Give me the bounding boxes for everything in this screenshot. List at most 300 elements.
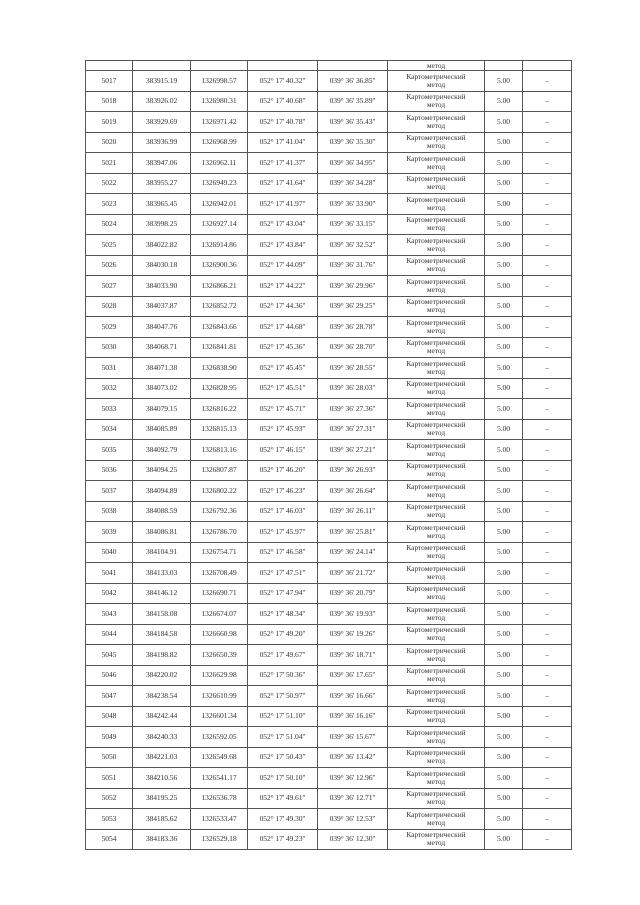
cell-point-number: 5040 bbox=[86, 542, 133, 563]
cell-accuracy: 5.00 bbox=[485, 440, 523, 461]
cell-x-coordinate: 384073.02 bbox=[133, 378, 191, 399]
table-row bbox=[86, 747, 572, 768]
cell-y-coordinate: 1326650.39 bbox=[191, 645, 248, 666]
cell-latitude: 052° 17' 41.37" bbox=[248, 153, 318, 174]
cell-method bbox=[388, 399, 485, 420]
cell-accuracy: 5.00 bbox=[485, 604, 523, 625]
cell-method bbox=[388, 501, 485, 522]
cell-x-coordinate: 384068.71 bbox=[133, 337, 191, 358]
cell-longitude: 039° 36' 17.65" bbox=[318, 665, 388, 686]
cell-x-coordinate: 384037.87 bbox=[133, 296, 191, 317]
cell-x-coordinate: 384221.03 bbox=[133, 747, 191, 768]
method-line-2: метод bbox=[426, 551, 446, 561]
table-row bbox=[86, 194, 572, 215]
cell-y-coordinate: 1326942.01 bbox=[191, 194, 248, 215]
cell-longitude: 039° 36' 35.43" bbox=[318, 112, 388, 133]
cell-note: – bbox=[523, 645, 572, 666]
cell-point-number: 5017 bbox=[86, 71, 133, 92]
cell-point-number: 5029 bbox=[86, 317, 133, 338]
cell-latitude: 052° 17' 45.45" bbox=[248, 358, 318, 379]
cell-y-coordinate: 1326980.31 bbox=[191, 91, 248, 112]
cell-empty bbox=[248, 61, 318, 71]
table-row bbox=[86, 522, 572, 543]
method-line-2: метод bbox=[426, 592, 446, 602]
cell-longitude: 039° 36' 35.30" bbox=[318, 132, 388, 153]
cell-longitude: 039° 36' 18.71" bbox=[318, 645, 388, 666]
table-row bbox=[86, 132, 572, 153]
cell-y-coordinate: 1326592.05 bbox=[191, 727, 248, 748]
cell-method bbox=[388, 583, 485, 604]
cell-point-number: 5053 bbox=[86, 809, 133, 830]
method-line-2: метод bbox=[426, 366, 446, 376]
method-line-2: метод bbox=[426, 202, 446, 212]
cell-note: – bbox=[523, 706, 572, 727]
cell-note: – bbox=[523, 563, 572, 584]
cell-point-number: 5035 bbox=[86, 440, 133, 461]
method-line-1: Картометрический bbox=[406, 317, 466, 327]
cell-x-coordinate: 384047.76 bbox=[133, 317, 191, 338]
method-line-1: Картометрический bbox=[406, 748, 466, 758]
cell-latitude: 052° 17' 50.97" bbox=[248, 686, 318, 707]
cell-x-coordinate: 384240.33 bbox=[133, 727, 191, 748]
cell-accuracy: 5.00 bbox=[485, 419, 523, 440]
cell-empty bbox=[191, 61, 248, 71]
cell-longitude: 039° 36' 13.42" bbox=[318, 747, 388, 768]
cell-latitude: 052° 17' 41.64" bbox=[248, 173, 318, 194]
table-row bbox=[86, 604, 572, 625]
method-line-2: метод bbox=[426, 776, 446, 786]
method-line-2: метод bbox=[426, 612, 446, 622]
cell-note: – bbox=[523, 788, 572, 809]
cell-note: – bbox=[523, 337, 572, 358]
method-line-1: Картометрический bbox=[406, 625, 466, 635]
cell-x-coordinate: 384092.79 bbox=[133, 440, 191, 461]
cell-method bbox=[388, 337, 485, 358]
method-line-1: Картометрический bbox=[406, 789, 466, 799]
cell-x-coordinate: 384085.89 bbox=[133, 419, 191, 440]
table-row bbox=[86, 399, 572, 420]
method-line-2: метод bbox=[426, 120, 446, 130]
cell-note: – bbox=[523, 378, 572, 399]
cell-longitude: 039° 36' 36.85" bbox=[318, 71, 388, 92]
cell-latitude: 052° 17' 50.43" bbox=[248, 747, 318, 768]
cell-y-coordinate: 1326541.17 bbox=[191, 768, 248, 789]
cell-method bbox=[388, 768, 485, 789]
cell-method bbox=[388, 235, 485, 256]
cell-method bbox=[388, 686, 485, 707]
cell-note: – bbox=[523, 214, 572, 235]
cell-accuracy: 5.00 bbox=[485, 747, 523, 768]
cell-longitude: 039° 36' 15.67" bbox=[318, 727, 388, 748]
cell-y-coordinate: 1326866.21 bbox=[191, 276, 248, 297]
cell-x-coordinate: 384022.82 bbox=[133, 235, 191, 256]
cell-y-coordinate: 1326927.14 bbox=[191, 214, 248, 235]
cell-x-coordinate: 384242.44 bbox=[133, 706, 191, 727]
cell-point-number: 5033 bbox=[86, 399, 133, 420]
method-line-1: Картометрический bbox=[406, 153, 466, 163]
cell-point-number: 5044 bbox=[86, 624, 133, 645]
cell-accuracy: 5.00 bbox=[485, 317, 523, 338]
cell-note: – bbox=[523, 768, 572, 789]
cell-point-number: 5025 bbox=[86, 235, 133, 256]
cell-method-tail: метод bbox=[388, 61, 485, 71]
method-line-1: Картометрический bbox=[406, 215, 466, 225]
table-row bbox=[86, 460, 572, 481]
cell-longitude: 039° 36' 26.64" bbox=[318, 481, 388, 502]
cell-method bbox=[388, 317, 485, 338]
cell-y-coordinate: 1326802.22 bbox=[191, 481, 248, 502]
method-line-1: Картометрический bbox=[406, 768, 466, 778]
cell-longitude: 039° 36' 16.66" bbox=[318, 686, 388, 707]
cell-y-coordinate: 1326610.99 bbox=[191, 686, 248, 707]
cell-longitude: 039° 36' 29.25" bbox=[318, 296, 388, 317]
method-line-1: Картометрический bbox=[406, 830, 466, 840]
cell-accuracy: 5.00 bbox=[485, 194, 523, 215]
method-line-2: метод bbox=[426, 489, 446, 499]
cell-y-coordinate: 1326914.86 bbox=[191, 235, 248, 256]
cell-longitude: 039° 36' 31.76" bbox=[318, 255, 388, 276]
cell-accuracy: 5.00 bbox=[485, 788, 523, 809]
cell-longitude: 039° 36' 19.26" bbox=[318, 624, 388, 645]
cell-accuracy: 5.00 bbox=[485, 153, 523, 174]
cell-x-coordinate: 384030.18 bbox=[133, 255, 191, 276]
cell-note: – bbox=[523, 624, 572, 645]
cell-note: – bbox=[523, 419, 572, 440]
cell-method bbox=[388, 194, 485, 215]
cell-accuracy: 5.00 bbox=[485, 112, 523, 133]
cell-latitude: 052° 17' 49.30" bbox=[248, 809, 318, 830]
cell-latitude: 052° 17' 44.36" bbox=[248, 296, 318, 317]
cell-x-coordinate: 384238.54 bbox=[133, 686, 191, 707]
cell-longitude: 039° 36' 34.28" bbox=[318, 173, 388, 194]
cell-method bbox=[388, 91, 485, 112]
cell-latitude: 052° 17' 51.10" bbox=[248, 706, 318, 727]
cell-latitude: 052° 17' 46.15" bbox=[248, 440, 318, 461]
cell-note: – bbox=[523, 686, 572, 707]
cell-note: – bbox=[523, 71, 572, 92]
method-line-1: Картометрический bbox=[406, 71, 466, 81]
cell-point-number: 5020 bbox=[86, 132, 133, 153]
cell-accuracy: 5.00 bbox=[485, 542, 523, 563]
cell-x-coordinate: 384210.56 bbox=[133, 768, 191, 789]
cell-latitude: 052° 17' 41.04" bbox=[248, 132, 318, 153]
cell-note: – bbox=[523, 604, 572, 625]
cell-y-coordinate: 1326807.87 bbox=[191, 460, 248, 481]
cell-point-number: 5018 bbox=[86, 91, 133, 112]
cell-latitude: 052° 17' 48.34" bbox=[248, 604, 318, 625]
cell-accuracy: 5.00 bbox=[485, 624, 523, 645]
cell-method bbox=[388, 706, 485, 727]
method-line-1: Картометрический bbox=[406, 461, 466, 471]
cell-longitude: 039° 36' 28.78" bbox=[318, 317, 388, 338]
cell-latitude: 052° 17' 51.04" bbox=[248, 727, 318, 748]
cell-note: – bbox=[523, 173, 572, 194]
method-line-1: Картометрический bbox=[406, 112, 466, 122]
method-line-2: метод bbox=[426, 100, 446, 110]
cell-y-coordinate: 1326838.90 bbox=[191, 358, 248, 379]
cell-note: – bbox=[523, 440, 572, 461]
cell-latitude: 052° 17' 41.97" bbox=[248, 194, 318, 215]
cell-y-coordinate: 1326843.66 bbox=[191, 317, 248, 338]
cell-accuracy: 5.00 bbox=[485, 829, 523, 850]
cell-accuracy: 5.00 bbox=[485, 296, 523, 317]
continued-row bbox=[86, 61, 572, 71]
cell-y-coordinate: 1326690.71 bbox=[191, 583, 248, 604]
cell-note: – bbox=[523, 112, 572, 133]
cell-accuracy: 5.00 bbox=[485, 255, 523, 276]
cell-x-coordinate: 383926.02 bbox=[133, 91, 191, 112]
table-row bbox=[86, 809, 572, 830]
cell-method bbox=[388, 419, 485, 440]
cell-x-coordinate: 384183.36 bbox=[133, 829, 191, 850]
cell-longitude: 039° 36' 25.81" bbox=[318, 522, 388, 543]
cell-accuracy: 5.00 bbox=[485, 399, 523, 420]
method-line-1: Картометрический bbox=[406, 256, 466, 266]
method-line-1: Картометрический bbox=[406, 194, 466, 204]
method-line-2: метод bbox=[426, 243, 446, 253]
cell-point-number: 5023 bbox=[86, 194, 133, 215]
method-line-1: Картометрический bbox=[406, 604, 466, 614]
cell-longitude: 039° 36' 34.95" bbox=[318, 153, 388, 174]
cell-accuracy: 5.00 bbox=[485, 173, 523, 194]
cell-accuracy: 5.00 bbox=[485, 71, 523, 92]
cell-latitude: 052° 17' 46.58" bbox=[248, 542, 318, 563]
cell-longitude: 039° 36' 12.53" bbox=[318, 809, 388, 830]
table-row bbox=[86, 235, 572, 256]
cell-accuracy: 5.00 bbox=[485, 132, 523, 153]
cell-point-number: 5032 bbox=[86, 378, 133, 399]
method-line-2: метод bbox=[426, 817, 446, 827]
cell-point-number: 5051 bbox=[86, 768, 133, 789]
cell-y-coordinate: 1326674.07 bbox=[191, 604, 248, 625]
method-line-2: метод bbox=[426, 346, 446, 356]
table-row bbox=[86, 91, 572, 112]
cell-method bbox=[388, 542, 485, 563]
cell-point-number: 5022 bbox=[86, 173, 133, 194]
cell-point-number: 5046 bbox=[86, 665, 133, 686]
table-row bbox=[86, 337, 572, 358]
cell-method bbox=[388, 378, 485, 399]
cell-note: – bbox=[523, 91, 572, 112]
cell-accuracy: 5.00 bbox=[485, 460, 523, 481]
method-line-2: метод bbox=[426, 633, 446, 643]
cell-accuracy: 5.00 bbox=[485, 501, 523, 522]
cell-method bbox=[388, 358, 485, 379]
cell-note: – bbox=[523, 829, 572, 850]
method-line-2: метод bbox=[426, 407, 446, 417]
cell-point-number: 5052 bbox=[86, 788, 133, 809]
cell-latitude: 052° 17' 45.51" bbox=[248, 378, 318, 399]
cell-latitude: 052° 17' 40.68" bbox=[248, 91, 318, 112]
cell-accuracy: 5.00 bbox=[485, 563, 523, 584]
method-line-2: метод bbox=[426, 223, 446, 233]
table-row bbox=[86, 112, 572, 133]
table-row bbox=[86, 71, 572, 92]
cell-x-coordinate: 384184.58 bbox=[133, 624, 191, 645]
method-line-1: Картометрический bbox=[406, 235, 466, 245]
method-line-2: метод bbox=[426, 387, 446, 397]
cell-method bbox=[388, 112, 485, 133]
cell-accuracy: 5.00 bbox=[485, 686, 523, 707]
cell-note: – bbox=[523, 296, 572, 317]
cell-point-number: 5043 bbox=[86, 604, 133, 625]
cell-method bbox=[388, 604, 485, 625]
cell-empty bbox=[485, 61, 523, 71]
cell-note: – bbox=[523, 276, 572, 297]
cell-method bbox=[388, 522, 485, 543]
cell-y-coordinate: 1326962.11 bbox=[191, 153, 248, 174]
cell-y-coordinate: 1326971.42 bbox=[191, 112, 248, 133]
cell-x-coordinate: 384088.59 bbox=[133, 501, 191, 522]
cell-point-number: 5024 bbox=[86, 214, 133, 235]
cell-point-number: 5049 bbox=[86, 727, 133, 748]
method-line-1: Картометрический bbox=[406, 584, 466, 594]
cell-method bbox=[388, 71, 485, 92]
table-row bbox=[86, 317, 572, 338]
cell-longitude: 039° 36' 12.96" bbox=[318, 768, 388, 789]
cell-latitude: 052° 17' 45.97" bbox=[248, 522, 318, 543]
cell-note: – bbox=[523, 399, 572, 420]
method-line-2: метод bbox=[426, 674, 446, 684]
method-line-2: метод bbox=[426, 715, 446, 725]
table-row bbox=[86, 768, 572, 789]
cell-y-coordinate: 1326998.57 bbox=[191, 71, 248, 92]
cell-latitude: 052° 17' 40.78" bbox=[248, 112, 318, 133]
cell-x-coordinate: 384133.03 bbox=[133, 563, 191, 584]
cell-accuracy: 5.00 bbox=[485, 665, 523, 686]
cell-point-number: 5054 bbox=[86, 829, 133, 850]
cell-x-coordinate: 384104.91 bbox=[133, 542, 191, 563]
cell-point-number: 5038 bbox=[86, 501, 133, 522]
cell-accuracy: 5.00 bbox=[485, 727, 523, 748]
cell-longitude: 039° 36' 12.71" bbox=[318, 788, 388, 809]
cell-x-coordinate: 383955.27 bbox=[133, 173, 191, 194]
cell-longitude: 039° 36' 12.30" bbox=[318, 829, 388, 850]
cell-note: – bbox=[523, 809, 572, 830]
cell-longitude: 039° 36' 28.70" bbox=[318, 337, 388, 358]
cell-latitude: 052° 17' 44.68" bbox=[248, 317, 318, 338]
cell-longitude: 039° 36' 27.21" bbox=[318, 440, 388, 461]
table-row bbox=[86, 727, 572, 748]
cell-y-coordinate: 1326816.22 bbox=[191, 399, 248, 420]
method-line-1: Картометрический bbox=[406, 666, 466, 676]
cell-latitude: 052° 17' 50.36" bbox=[248, 665, 318, 686]
cell-latitude: 052° 17' 47.94" bbox=[248, 583, 318, 604]
cell-latitude: 052° 17' 50.10" bbox=[248, 768, 318, 789]
cell-method bbox=[388, 153, 485, 174]
method-line-2: метод bbox=[426, 530, 446, 540]
cell-method bbox=[388, 809, 485, 830]
cell-x-coordinate: 384094.25 bbox=[133, 460, 191, 481]
cell-longitude: 039° 36' 32.52" bbox=[318, 235, 388, 256]
cell-longitude: 039° 36' 27.36" bbox=[318, 399, 388, 420]
method-line-1: Картометрический bbox=[406, 420, 466, 430]
cell-x-coordinate: 383947.06 bbox=[133, 153, 191, 174]
cell-y-coordinate: 1326815.13 bbox=[191, 419, 248, 440]
method-line-2: метод bbox=[426, 797, 446, 807]
table-row bbox=[86, 255, 572, 276]
cell-note: – bbox=[523, 153, 572, 174]
table-row bbox=[86, 829, 572, 850]
cell-method bbox=[388, 173, 485, 194]
cell-y-coordinate: 1326828.95 bbox=[191, 378, 248, 399]
cell-note: – bbox=[523, 255, 572, 276]
cell-latitude: 052° 17' 45.93" bbox=[248, 419, 318, 440]
cell-x-coordinate: 384079.15 bbox=[133, 399, 191, 420]
coordinates-table bbox=[85, 60, 572, 850]
cell-point-number: 5037 bbox=[86, 481, 133, 502]
method-line-2: метод bbox=[426, 448, 446, 458]
method-line-2: метод bbox=[426, 305, 446, 315]
cell-y-coordinate: 1326792.36 bbox=[191, 501, 248, 522]
table-row bbox=[86, 542, 572, 563]
cell-point-number: 5019 bbox=[86, 112, 133, 133]
cell-accuracy: 5.00 bbox=[485, 522, 523, 543]
method-line-1: Картометрический bbox=[406, 686, 466, 696]
method-line-1: Картометрический bbox=[406, 645, 466, 655]
cell-empty bbox=[523, 61, 572, 71]
cell-y-coordinate: 1326900.36 bbox=[191, 255, 248, 276]
cell-y-coordinate: 1326754.71 bbox=[191, 542, 248, 563]
cell-x-coordinate: 384086.81 bbox=[133, 522, 191, 543]
table-row bbox=[86, 501, 572, 522]
cell-point-number: 5041 bbox=[86, 563, 133, 584]
cell-method bbox=[388, 214, 485, 235]
method-line-2: метод bbox=[426, 141, 446, 151]
cell-latitude: 052° 17' 44.09" bbox=[248, 255, 318, 276]
cell-empty bbox=[86, 61, 133, 71]
cell-y-coordinate: 1326813.16 bbox=[191, 440, 248, 461]
cell-accuracy: 5.00 bbox=[485, 481, 523, 502]
method-line-1: Картометрический bbox=[406, 522, 466, 532]
cell-y-coordinate: 1326708.49 bbox=[191, 563, 248, 584]
cell-y-coordinate: 1326968.99 bbox=[191, 132, 248, 153]
cell-y-coordinate: 1326529.18 bbox=[191, 829, 248, 850]
cell-x-coordinate: 384158.08 bbox=[133, 604, 191, 625]
cell-note: – bbox=[523, 481, 572, 502]
cell-y-coordinate: 1326629.98 bbox=[191, 665, 248, 686]
method-line-2: метод bbox=[426, 571, 446, 581]
cell-accuracy: 5.00 bbox=[485, 358, 523, 379]
cell-point-number: 5036 bbox=[86, 460, 133, 481]
cell-accuracy: 5.00 bbox=[485, 809, 523, 830]
cell-longitude: 039° 36' 33.15" bbox=[318, 214, 388, 235]
cell-note: – bbox=[523, 747, 572, 768]
cell-point-number: 5028 bbox=[86, 296, 133, 317]
cell-point-number: 5039 bbox=[86, 522, 133, 543]
cell-longitude: 039° 36' 28.55" bbox=[318, 358, 388, 379]
table-row bbox=[86, 378, 572, 399]
method-line-2: метод bbox=[426, 79, 446, 89]
cell-point-number: 5031 bbox=[86, 358, 133, 379]
cell-latitude: 052° 17' 43.84" bbox=[248, 235, 318, 256]
method-line-2: метод bbox=[426, 325, 446, 335]
cell-longitude: 039° 36' 26.93" bbox=[318, 460, 388, 481]
method-line-2: метод bbox=[426, 428, 446, 438]
cell-longitude: 039° 36' 27.31" bbox=[318, 419, 388, 440]
method-line-1: Картометрический bbox=[406, 707, 466, 717]
method-line-1: Картометрический bbox=[406, 502, 466, 512]
method-line-1: Картометрический bbox=[406, 92, 466, 102]
cell-accuracy: 5.00 bbox=[485, 276, 523, 297]
table-row bbox=[86, 686, 572, 707]
method-line-2: метод bbox=[426, 510, 446, 520]
table-row bbox=[86, 563, 572, 584]
cell-method bbox=[388, 563, 485, 584]
cell-accuracy: 5.00 bbox=[485, 378, 523, 399]
method-line-1: Картометрический bbox=[406, 563, 466, 573]
table-body bbox=[86, 61, 572, 850]
